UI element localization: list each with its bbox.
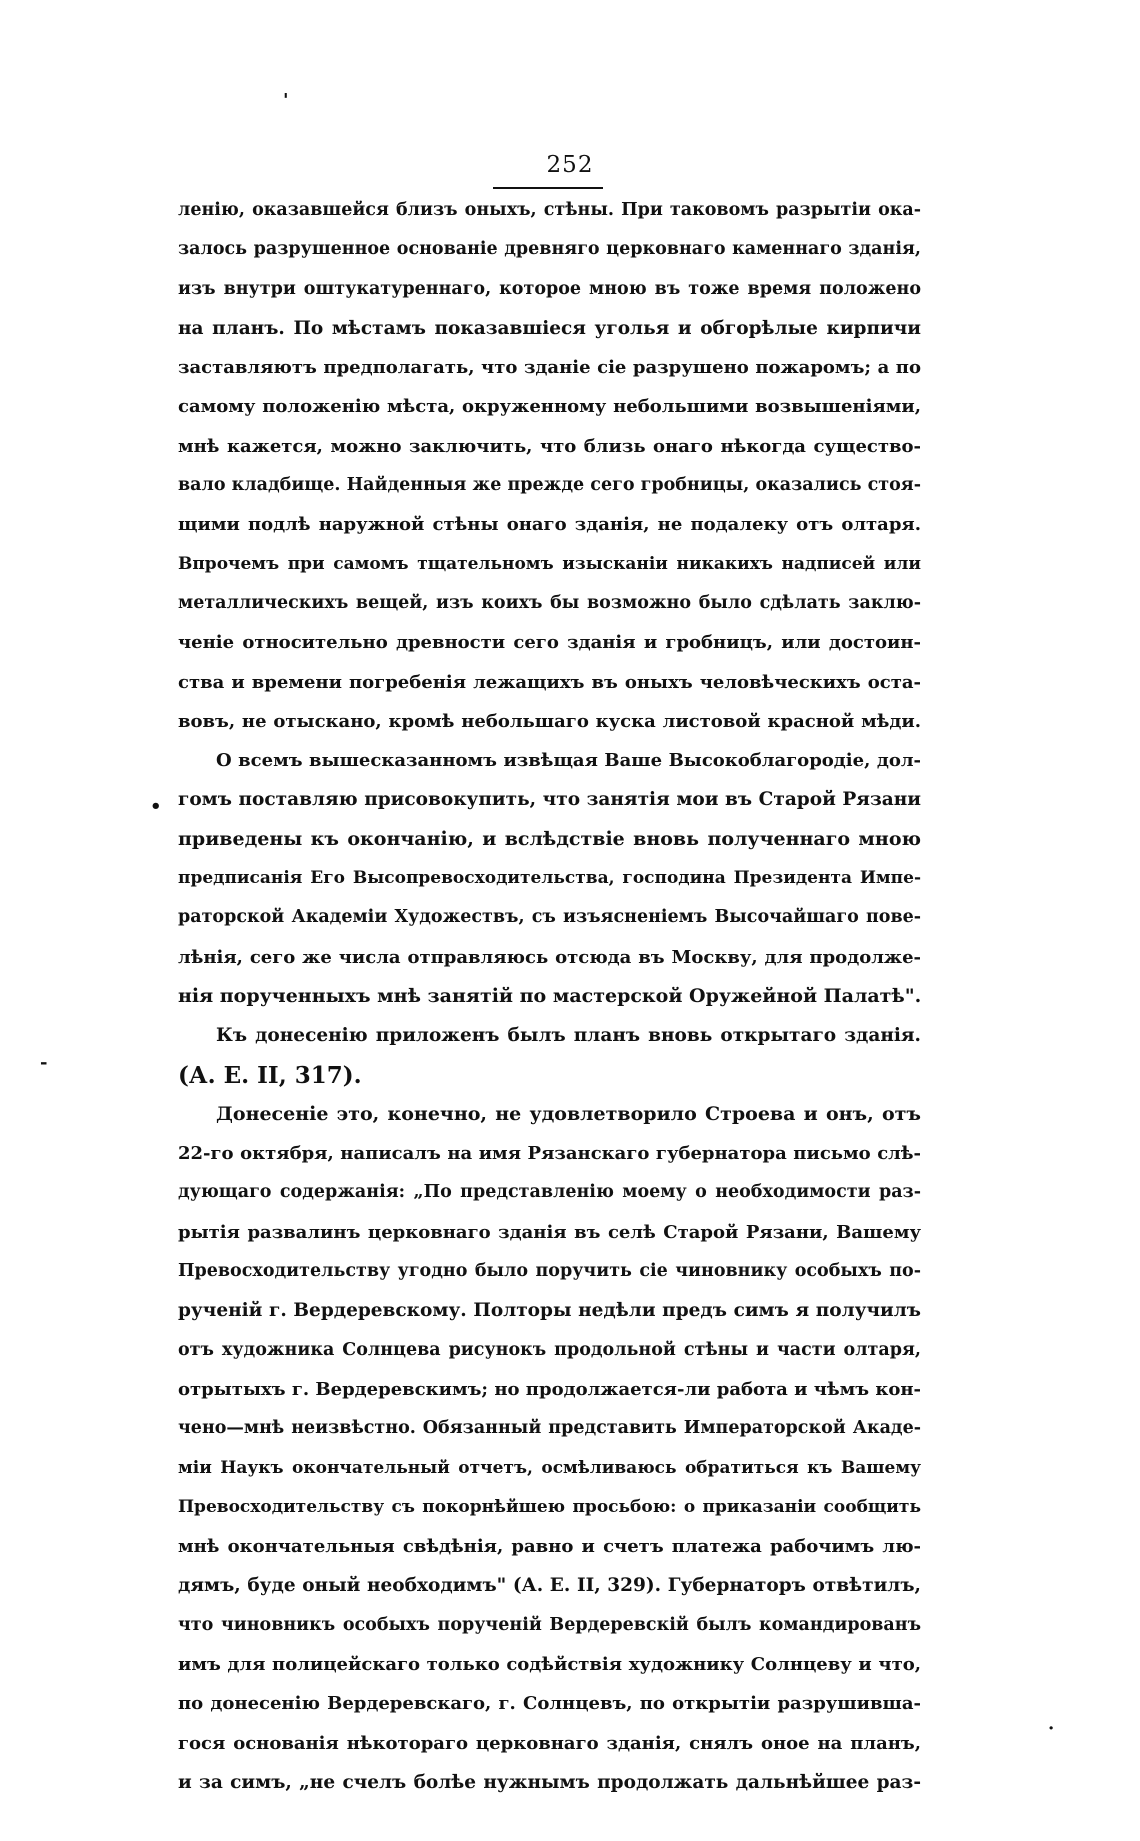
text-line: приведены къ окончанію, и вслѣдствіе вновь полученнаго мною [178,827,921,850]
text-line: рученій г. Вердеревскому. Полторы недѣли предъ симъ я получилъ [178,1300,921,1322]
page-number: 252 [546,152,594,178]
text-line: гомъ поставляю присовокупить, что занятія мои въ Старой Рязани [178,789,921,811]
text-line: О всемъ вышесказанномъ извѣщая Ваше Высокоблагородіе, дол- [216,750,921,772]
text-line: (А. Е. II, 317). [178,1061,362,1089]
text-line: Къ донесенію приложенъ былъ планъ вновь открытаго зданія. [216,1025,921,1047]
text-line: щими подлѣ наружной стѣны онаго зданія, не подалеку отъ олтаря. [178,514,921,536]
stray-ink-mark: · [1048,1718,1055,1739]
text-line: ства и времени погребенія лежащихъ въ оныхъ человѣческихъ оста- [178,671,921,693]
text-line: отрытыхъ г. Вердеревскимъ; но продолжается-ли работа и чѣмъ кон- [178,1378,921,1400]
text-line: изъ внутри оштукатуреннаго, которое мною въ тоже время положено [178,278,921,299]
text-line: по донесенію Вердеревскаго, г. Солнцевъ, по открытіи разрушивша- [178,1693,921,1715]
text-line: лѣнія, сего же числа отправляюсь отсюда въ Москву, для продолже- [178,946,921,968]
text-line: дямъ, буде оный необходимъ" (А. Е. II, 329). Губернаторъ отвѣтилъ, [178,1575,921,1597]
text-line: самому положенію мѣста, окруженному небольшими возвышеніями, [178,396,921,418]
text-line: предписанія Его Высопревосходительства, господина Президента Импе- [178,868,921,889]
text-line: гося основанія нѣкотораго церковнаго зданія, снялъ оное на планъ, [178,1732,921,1754]
text-line: ленію, оказавшейся близъ оныхъ, стѣны. При таковомъ разрытіи ока- [178,200,921,220]
text-line: Впрочемъ при самомъ тщательномъ изысканіи никакихъ надписей или [178,553,921,574]
text-line: заставляютъ предполагать, что зданіе сіе разрушено пожаромъ; а по [178,357,921,379]
text-line: и за симъ, „не счелъ болѣе нужнымъ продолжать дальнѣйшее раз- [178,1771,921,1793]
text-line: Донесеніе это, конечно, не удовлетворило Строева и онъ, отъ [216,1102,921,1125]
stray-ink-mark: - [40,1052,48,1073]
text-line: мнѣ окончательныя свѣдѣнія, равно и счетъ платежа рабочимъ лю- [178,1536,921,1558]
stray-ink-mark: • [150,796,162,817]
text-line: металлическихъ вещей, изъ коихъ бы возможно было сдѣлать заклю- [178,592,921,613]
text-line: чено—мнѣ неизвѣстно. Обязанный представить Императорской Акаде- [178,1418,921,1439]
text-line: мнѣ кажется, можно заключить, что близь онаго нѣкогда существо- [178,435,921,457]
text-line: отъ художника Солнцева рисунокъ продольной стѣны и части олтаря, [178,1339,921,1360]
text-line: Превосходительству угодно было поручить сіе чиновнику особыхъ по- [178,1261,921,1282]
text-line: вовъ, не отыскано, кромѣ небольшаго куска листовой красной мѣди. [178,710,921,732]
stray-ink-mark: ' [283,90,289,111]
text-line: имъ для полицейскаго только содѣйствія художнику Солнцеву и что, [178,1653,921,1675]
text-line: нія порученныхъ мнѣ занятій по мастерской Оружейной Палатѣ". [178,984,921,1007]
text-line: раторской Академіи Художествъ, съ изъясненіемъ Высочайшаго пове- [178,907,921,928]
text-line: залось разрушенное основаніе древняго церковнаго каменнаго зданія, [178,239,921,260]
text-line: 22-го октября, написалъ на имя Рязанскаго губернатора письмо слѣ- [178,1143,921,1165]
text-line: дующаго содержанія: „По представленію моему о необходимости раз- [178,1182,921,1203]
text-line: Превосходительству съ покорнѣйшею просьбою: о приказаніи сообщить [178,1496,921,1517]
text-line: ченіе относительно древности сего зданія и гробницъ, или достоин- [178,632,921,654]
body-text [178,191,921,1802]
text-line: рытія развалинъ церковнаго зданія въ селѣ Старой Рязани, Вашему [178,1221,921,1243]
text-line: что чиновникъ особыхъ порученій Вердеревскій былъ командированъ [178,1614,921,1635]
text-line: вало кладбище. Найденныя же прежде сего гробницы, оказались стоя- [178,475,921,496]
text-line: на планъ. По мѣстамъ показавшіеся уголья и обгорѣлые кирпичи [178,317,921,339]
text-line: міи Наукъ окончательный отчетъ, осмѣливаюсь обратиться къ Вашему [178,1457,921,1478]
page-number-rule [493,187,603,189]
